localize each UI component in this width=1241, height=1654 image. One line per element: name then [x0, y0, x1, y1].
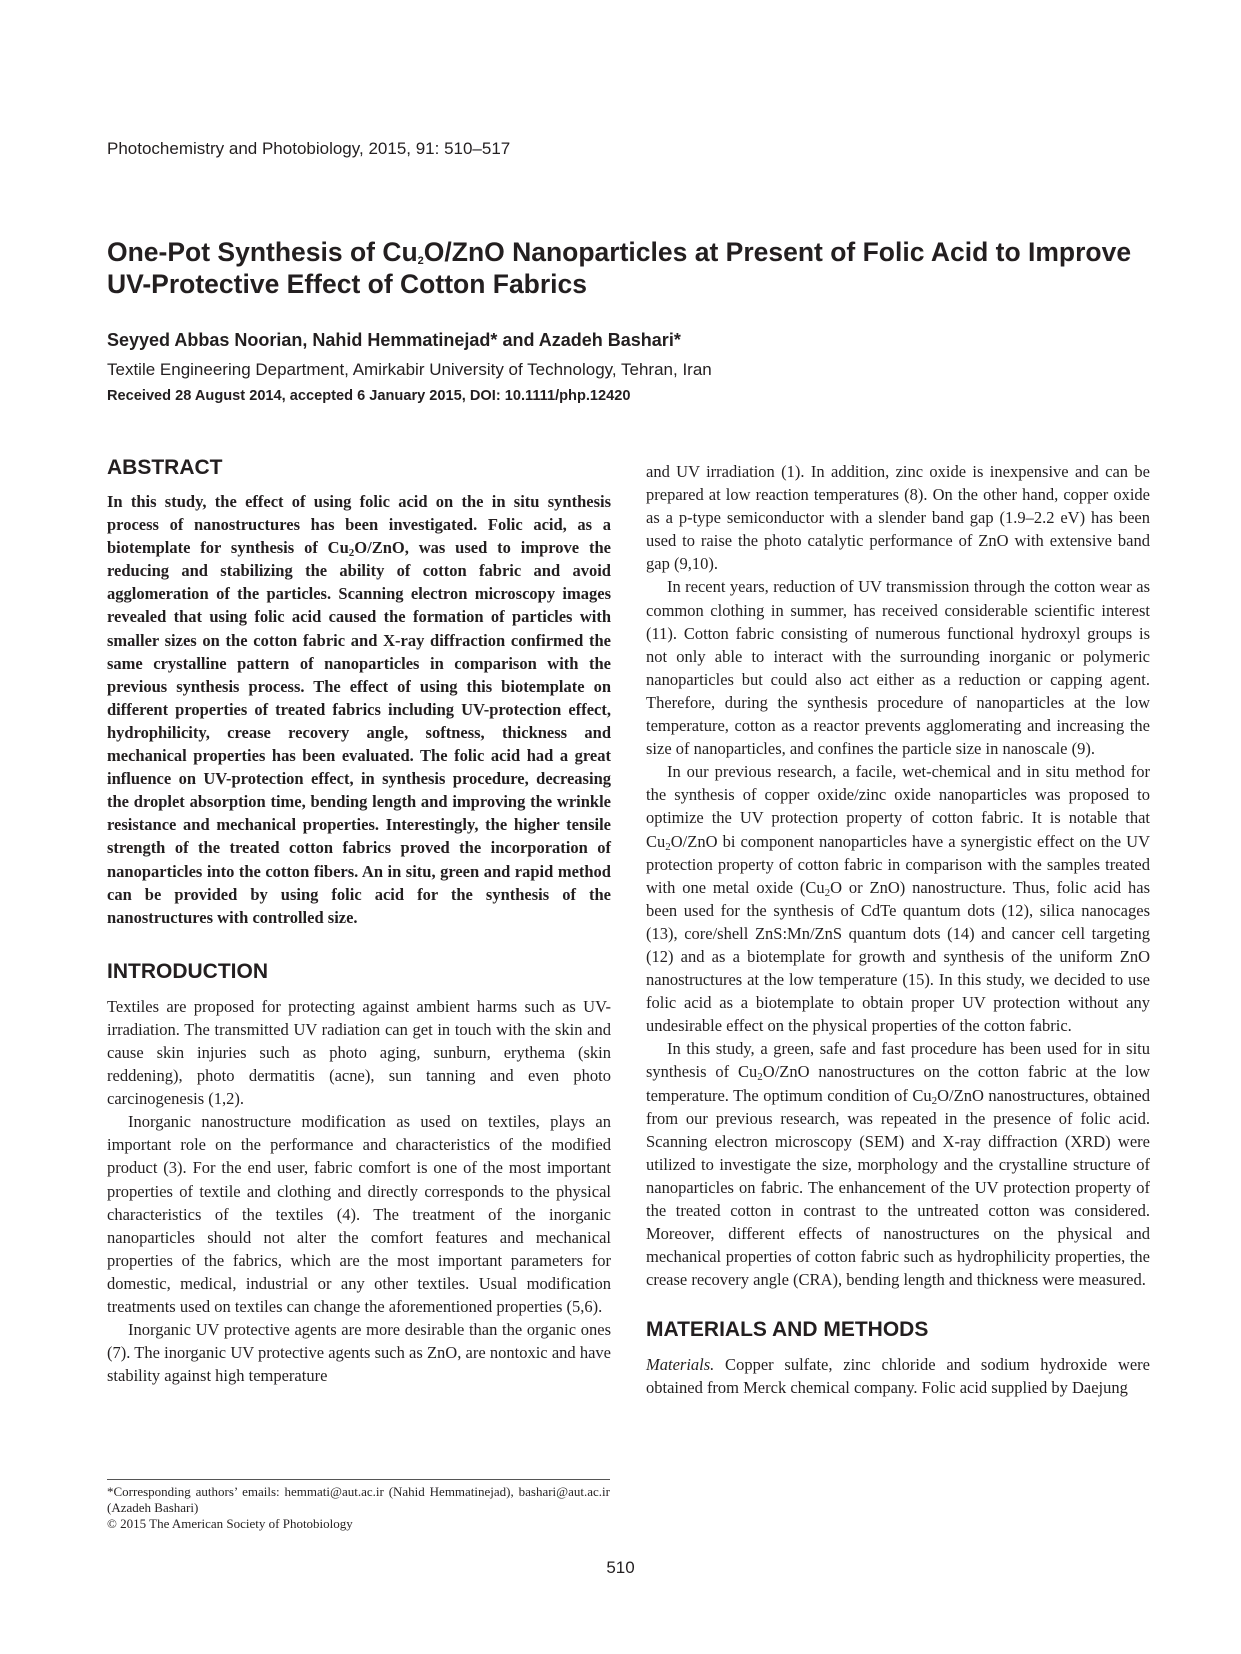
right-column [646, 460, 1150, 1400]
materials-methods-heading: MATERIALS AND METHODS [646, 1318, 929, 1342]
copyright-notice: © 2015 The American Society of Photobiology [107, 1516, 353, 1531]
title-part-2: O/ZnO Nanoparticles at Present of Folic Acid to Improve UV-Protective Effect of Cotton Fabrics [107, 237, 1132, 299]
materials-text: Copper sulfate, zinc chloride and sodium hydroxide were obtained from Merck chemical company. Folic acid supplied by Daejung [646, 1355, 1150, 1398]
introduction-heading: INTRODUCTION [107, 959, 268, 983]
title-part-1: One-Pot Synthesis of Cu [107, 237, 418, 267]
intro-paragraph-6-part-2: O/ZnO bi component nanoparticles have a synergistic effect on the UV protection property of cotton fabric in comparison with the samples treated with one metal oxide (Cu [646, 831, 1150, 897]
intro-paragraph-4: and UV irradiation (1). In addition, zinc oxide is inexpensive and can be prepared at low reaction temperatures (8). On the other hand, copper oxide as a p-type semiconductor with a slender band gap (1.9–2.2 eV) has been used to raise the photo catalytic performance of ZnO with extensive band gap (9,10). [646, 462, 1150, 574]
intro-paragraph-1: Textiles are proposed for protecting against ambient harms such as UV-irradiation. The transmitted UV radiation can get in touch with the skin and cause skin injuries such as photo aging, sunburn, erythema (skin reddening), photo dermatitis (acne), sun tanning and even photo carcinogenesis (1,2). [107, 996, 611, 1109]
abstract-text-part-2: O/ZnO, was used to improve the reducing and stabilizing the ability of cotton fabric and avoid agglomeration of the particles. Scanning electron microscopy images revealed that using folic acid caused the formation of particles with smaller sizes on the cotton fabric and X-ray diffraction confirmed the same crystalline pattern of nanoparticles in comparison with the previous synthesis process. The effect of using this biotemplate on different properties of treated fabrics including UV-protection effect, hydrophilicity, crease recovery angle, softness, thickness and mechanical properties has been evaluated. The folic acid had a great influence on UV-protection effect, in synthesis procedure, decreasing the droplet absorption time, bending length and improving the wrinkle resistance and mechanical properties. Interestingly, the higher tensile strength of the treated cotton fabrics proved the incorporation of nanoparticles into the cotton fibers. An in situ, green and rapid method can be provided by using folic acid for the synthesis of the nanostructures with controlled size. [107, 538, 611, 927]
intro-paragraph-3: Inorganic UV protective agents are more desirable than the organic ones (7). The inorganic UV protective agents such as ZnO, are nontoxic and have stability against high temperature [107, 1320, 611, 1386]
left-column [107, 455, 611, 1387]
subscript: 2 [931, 1094, 938, 1107]
subscript: 2 [757, 1071, 763, 1084]
corresponding-author-emails: *Corresponding authors’ emails: hemmati@aut.ac.ir (Nahid Hemmatinejad), bashari@aut.ac.ir (Azadeh Bashari) [107, 1484, 610, 1515]
intro-paragraph-6-part-1: In our previous research, a facile, wet-chemical and in situ method for the synthesis of copper oxide/zinc oxide nanoparticles was proposed to optimize the UV protection property of cotton fabric. It is notable that Cu [646, 762, 1150, 851]
intro-paragraph-7-part-1: In this study, a green, safe and fast procedure has been used for in situ synthesis of Cu [646, 1039, 1150, 1082]
journal-citation-line: Photochemistry and Photobiology, 2015, 91: 510–517 [107, 139, 511, 158]
article-title [107, 236, 1167, 300]
received-dates-doi: Received 28 August 2014, accepted 6 January 2015, DOI: 10.1111/php.12420 [107, 388, 631, 404]
intro-paragraph-6-part-3: O or ZnO) nanostructure. Thus, folic acid has been used for the synthesis of CdTe quantum dots (12), silica nanocages (13), core/shell ZnS:Mn/ZnS quantum dots (14) and cancer cell targeting (12) and as a biotemplate for growth and synthesis of the uniform ZnO nanostructures at the low temperature (15). In this study, we decided to use folic acid as a biotemplate to obtain proper UV protection without any undesirable effect on the physical properties of the cotton fabric. [646, 877, 1150, 1036]
affiliation: Textile Engineering Department, Amirkabir University of Technology, Tehran, Iran [107, 360, 712, 379]
intro-paragraph-5: In recent years, reduction of UV transmission through the cotton wear as common clothing in summer, has received considerable scientific interest (11). Cotton fabric consisting of numerous functional hydroxyl groups is not only able to interact with the surrounding inorganic or polymeric nanoparticles but could also act either as a reduction or capping agent. Therefore, during the synthesis procedure of nanoparticles at the low temperature, cotton as a reactor prevents agglomerating and increasing the size of nanoparticles, and confines the particle size in nanoscale (9). [646, 577, 1150, 759]
materials-label: Materials. [646, 1355, 715, 1375]
abstract-text-part-1: In this study, the effect of using folic acid on the in situ synthesis process of nanostructures has been investigated. Folic acid, as a biotemplate for synthesis of Cu [107, 492, 611, 558]
materials-paragraph [646, 1353, 1150, 1399]
intro-paragraph-6 [646, 760, 1150, 1037]
intro-paragraph-2: Inorganic nanostructure modification as used on textiles, plays an important role on the performance and characteristics of the modified product (3). For the end user, fabric comfort is one of the most important properties of textile and clothing and directly corresponds to the physical characteristics of the textiles (4). The treatment of the inorganic nanoparticles should not alter the comfort features and mechanical properties of the fabrics, which are the most important parameters for domestic, medical, industrial or any other textiles. Usual modification treatments used on textiles can change the aforementioned properties (5,6). [107, 1112, 611, 1316]
abstract-heading: ABSTRACT [107, 456, 223, 479]
footnote [107, 1479, 610, 1532]
subscript: 2 [824, 886, 831, 899]
page-number: 510 [606, 1558, 635, 1577]
title-subscript: 2 [417, 255, 424, 267]
author-list: Seyyed Abbas Noorian, Nahid Hemmatinejad* and Azadeh Bashari* [107, 330, 681, 350]
intro-paragraph-7 [646, 1037, 1150, 1291]
intro-paragraph-7-part-3: O/ZnO nanostructures, obtained from our previous research, was repeated in the presence of folic acid. Scanning electron microscopy (SEM) and X-ray diffraction (XRD) were utilized to investigate the size, morphology and the crystalline structure of nanoparticles on fabric. The enhancement of the UV protection property of the treated cotton in contrast to the untreated cotton was considered. Moreover, different effects of nanostructures on the physical and mechanical properties of cotton fabric such as hydrophilicity properties, the crease recovery angle (CRA), bending length and thickness were measured. [646, 1085, 1151, 1290]
intro-paragraph-7-part-2: O/ZnO nanostructures on the cotton fabric at the low temperature. The optimum condition of Cu [646, 1062, 1150, 1105]
abstract-subscript: 2 [348, 547, 355, 560]
subscript: 2 [665, 840, 671, 853]
abstract-text [107, 490, 611, 929]
